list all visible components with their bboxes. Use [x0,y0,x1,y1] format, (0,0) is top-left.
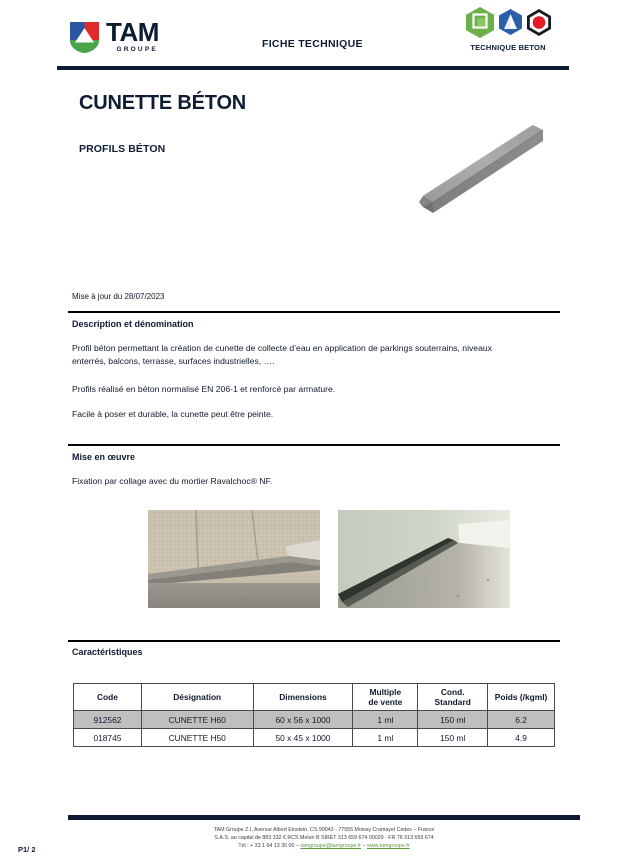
footer-email-link[interactable]: tamgroupe@tamgroupe.fr [300,843,362,849]
column-header-multiple-line1: Multiple [369,687,402,697]
caracteristiques-section-heading: Caractéristiques [72,647,143,657]
cell-conditionnement: 150 ml [418,729,488,747]
cell-dimensions: 50 x 45 x 1000 [253,729,353,747]
cell-multiple: 1 ml [353,711,418,729]
footer-phone: Tél : + 33 1 64 13 30 00 – [238,843,301,849]
cell-conditionnement: 150 ml [418,711,488,729]
description-section-heading: Description et dénomination [72,319,194,329]
dark-hexagon-circle-icon [526,8,552,37]
column-header-poids: Poids (/kgml) [488,684,555,711]
column-header-multiple-line2: de vente [368,697,403,707]
page-number: P1/ 2 [18,845,36,854]
cell-poids: 6.2 [488,711,555,729]
column-header-dimensions: Dimensions [253,684,353,711]
mise-en-oeuvre-section-rule [68,444,560,446]
header-divider [57,66,569,70]
footer-address-line: TAM Groupe Z.I. Avenue Albert Einstein. CS 90043 - 77555 Moissy Cramayel Cedex – France [213,827,435,833]
column-header-cond-standard [418,684,488,711]
caracteristiques-section-rule [68,640,560,642]
footer-website-link[interactable]: www.tamgroupe.fr [366,843,410,849]
tam-logo-subtitle: GROUPE [116,46,158,54]
tam-groupe-logo [69,16,185,58]
footer-legal-line: S.A.S. au capital de 883 332 € RCS Melun B SIRET 313 659 674 00029 - FR 76 313 659 674 [214,835,434,841]
column-header-code: Code [74,684,142,711]
column-header-designation: Désignation [141,684,253,711]
footer-contact-line [68,842,580,850]
specifications-table-wrapper [73,683,555,747]
mise-en-oeuvre-paragraph-1: Fixation par collage avec du mortier Ravalchoc® NF. [72,476,273,486]
column-header-cond-line1: Cond. [440,687,465,697]
mise-en-oeuvre-section-heading: Mise en œuvre [72,452,136,462]
table-row [74,711,555,729]
tam-shield-icon [69,21,100,54]
table-header-row [74,684,555,711]
blue-hexagon-triangle-icon [498,8,523,36]
cell-code: 018745 [74,729,142,747]
product-render-image [383,112,573,247]
description-section-rule [68,311,560,313]
document-type-label: FICHE TECHNIQUE [262,38,363,50]
page-title: CUNETTE BÉTON [79,92,247,114]
description-paragraph-3: Facile à poser et durable, la cunette peut être peinte. [72,409,274,419]
column-header-multiple-de-vente [353,684,418,711]
photo-gutter-smooth-green-wall [338,510,510,608]
description-paragraph-1: Profil béton permettant la création de cunette de collecte d’eau en application de parkings souterrains, niveaux enterrés, balcons, terrasse, surfaces industrielles, …. [72,343,492,366]
description-paragraph-2: Profils réalisé en béton normalisé EN 206-1 et renforcé par armature. [72,384,336,394]
cell-designation: CUNETTE H50 [141,729,253,747]
table-row [74,729,555,747]
cell-multiple: 1 ml [353,729,418,747]
footer-separator: – [361,843,367,849]
green-hexagon-square-icon [465,6,495,39]
technique-beton-label: TECHNIQUE BETON [470,43,546,52]
cell-dimensions: 60 x 56 x 1000 [253,711,353,729]
cell-code: 912562 [74,711,142,729]
cell-poids: 4.9 [488,729,555,747]
photo-gutter-rough-concrete-wall [148,510,320,608]
technique-beton-brand [449,3,567,52]
tam-logo-name: TAM [106,17,159,48]
update-date: Mise à jour du 28/07/2023 [72,292,165,301]
tam-wordmark [106,17,159,54]
technique-beton-icon-row [449,3,567,41]
cell-designation: CUNETTE H60 [141,711,253,729]
column-header-cond-line2: Standard [434,697,471,707]
footer-divider [68,815,580,820]
page-subtitle: PROFILS BÉTON [79,143,166,155]
document-header [57,0,569,68]
footer-contact-block [68,826,580,850]
specifications-table [73,683,555,747]
